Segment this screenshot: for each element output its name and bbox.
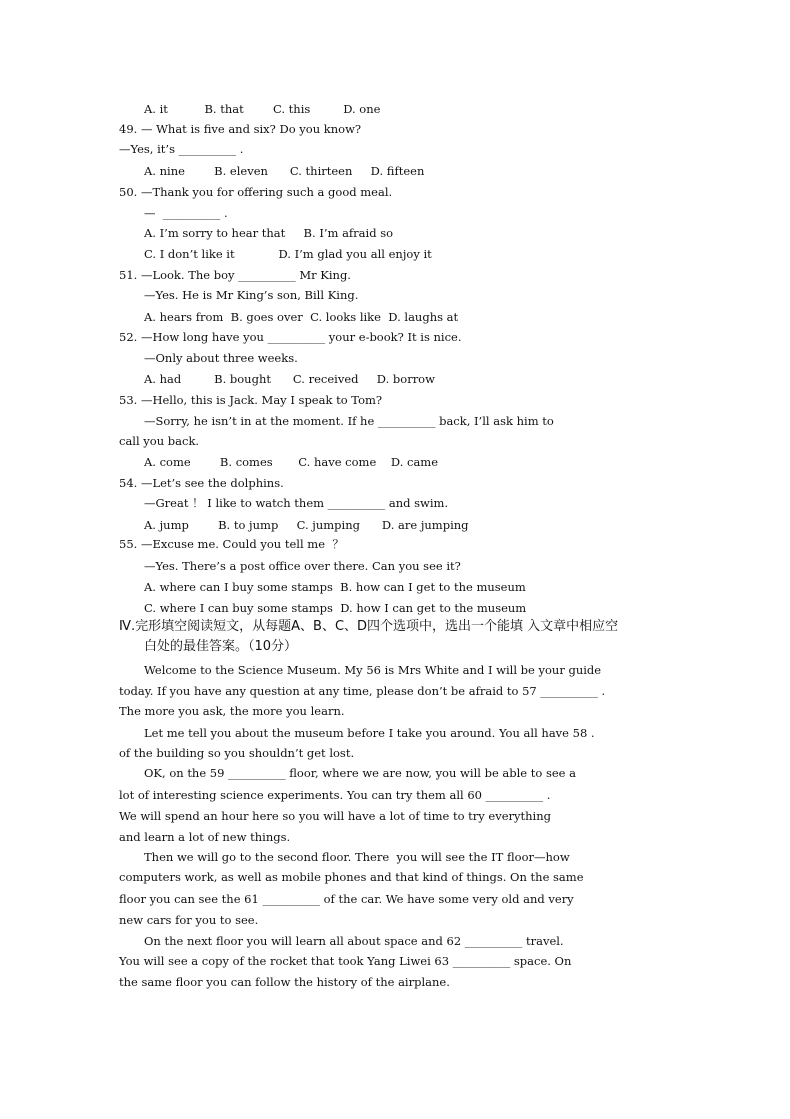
passage-line: floor you can see the 61 __________ of the car. We have some very old and very xyxy=(119,892,574,906)
section4-heading: Ⅳ.完形填空阅读短文，从每题A、B、C、D四个选项中，选出一个能填 入文章中相应空 xyxy=(119,619,619,634)
passage-line: The more you ask, the more you learn. xyxy=(119,704,345,718)
passage-line: of the building so you shouldn’t get lost. xyxy=(119,746,355,760)
q53-options: A. come B. comes C. have come D. came xyxy=(144,455,439,469)
passage-line: Let me tell you about the museum before I take you around. You all have 58 . xyxy=(144,726,595,740)
q48-options: A. it B. that C. this D. one xyxy=(144,102,381,116)
passage-line: On the next floor you will learn all about space and 62 __________ travel. xyxy=(144,934,564,948)
q55-question: 55. —Excuse me. Could you tell me ？ xyxy=(119,537,344,551)
q50-question: 50. —Thank you for offering such a good meal. xyxy=(119,185,393,199)
q54-options: A. jump B. to jump C. jumping D. are jumping xyxy=(144,518,469,532)
q55-response: —Yes. There’s a post office over there. Can you see it? xyxy=(144,559,461,573)
passage-line: lot of interesting science experiments. You can try them all 60 __________ . xyxy=(119,788,551,802)
q55-options-cd: C. where I can buy some stamps D. how I can get to the museum xyxy=(144,601,527,615)
q49-response: —Yes, it’s __________ . xyxy=(119,142,244,156)
passage-line: the same floor you can follow the history of the airplane. xyxy=(119,975,450,989)
passage-line: and learn a lot of new things. xyxy=(119,830,291,844)
q51-question: 51. —Look. The boy __________ Mr King. xyxy=(119,268,351,282)
q52-response: —Only about three weeks. xyxy=(144,351,298,365)
passage-line: We will spend an hour here so you will have a lot of time to try everything xyxy=(119,809,552,823)
q53-response-cont: call you back. xyxy=(119,434,200,448)
q51-options: A. hears from B. goes over C. looks like D. laughs at xyxy=(144,310,459,324)
section4-heading-cont: 白处的最佳答案。（10分） xyxy=(144,639,298,654)
passage-line: Welcome to the Science Museum. My 56 is Mrs White and I will be your guide xyxy=(144,663,602,677)
q55-options-ab: A. where can I buy some stamps B. how can I get to the museum xyxy=(144,580,526,594)
q50-response: — __________ . xyxy=(144,206,228,220)
q53-question: 53. —Hello, this is Jack. May I speak to Tom? xyxy=(119,393,383,407)
q52-options: A. had B. bought C. received D. borrow xyxy=(144,372,435,386)
q49-question: 49. — What is five and six? Do you know? xyxy=(119,122,362,136)
passage-line: new cars for you to see. xyxy=(119,913,259,927)
q54-question: 54. —Let’s see the dolphins. xyxy=(119,476,284,490)
q49-options: A. nine B. eleven C. thirteen D. fifteen xyxy=(144,164,425,178)
q50-options-ab: A. I’m sorry to hear that B. I’m afraid so xyxy=(144,226,394,240)
passage-line: You will see a copy of the rocket that took Yang Liwei 63 __________ space. On xyxy=(119,954,572,968)
q52-question: 52. —How long have you __________ your e-book? It is nice. xyxy=(119,330,462,344)
passage-line: today. If you have any question at any time, please don’t be afraid to 57 __________ . xyxy=(119,684,606,698)
passage-line: computers work, as well as mobile phones and that kind of things. On the same xyxy=(119,870,584,884)
passage-line: OK, on the 59 __________ floor, where we are now, you will be able to see a xyxy=(144,766,576,780)
passage-line: Then we will go to the second floor. There you will see the IT floor—how xyxy=(144,850,570,864)
q53-response: —Sorry, he isn’t in at the moment. If he __________ back, I’ll ask him to xyxy=(144,414,554,428)
q50-options-cd: C. I don’t like it D. I’m glad you all enjoy it xyxy=(144,247,432,261)
q54-response: —Great ！ I like to watch them __________ and swim. xyxy=(144,496,449,510)
q51-response: —Yes. He is Mr King’s son, Bill King. xyxy=(144,288,359,302)
